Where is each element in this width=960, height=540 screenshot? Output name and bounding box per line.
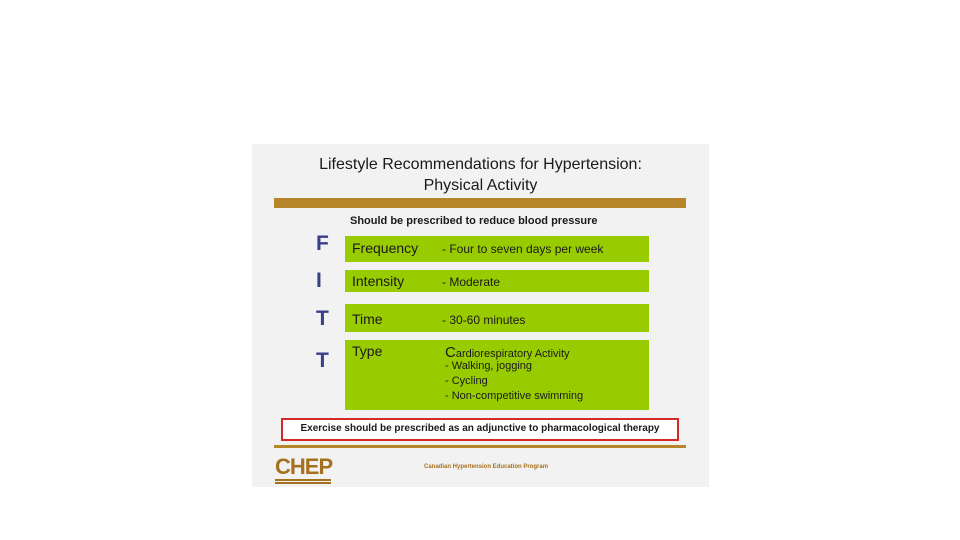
row-label: Intensity [352, 273, 405, 289]
type-item: - Non-competitive swimming [445, 390, 584, 402]
fitt-row-time [345, 304, 649, 332]
title-divider-bar [274, 198, 686, 208]
logo-underline [275, 482, 331, 484]
type-heading-initial: C [445, 344, 456, 361]
row-value: - Moderate [442, 275, 501, 289]
note-box [281, 418, 679, 441]
fitt-letter-t-time: T [316, 307, 329, 330]
slide-title-line1: Lifestyle Recommendations for Hypertension: [319, 156, 642, 173]
type-heading [445, 344, 570, 361]
type-item: - Cycling [445, 375, 488, 387]
note-text: Exercise should be prescribed as an adjunctive to pharmacological therapy [300, 423, 660, 434]
logo-underline [275, 479, 331, 481]
row-value: - 30-60 minutes [442, 313, 526, 327]
row-label: Time [352, 311, 383, 327]
slide-subtitle: Should be prescribed to reduce blood pressure [350, 215, 598, 227]
slide-image [252, 144, 709, 487]
type-item: - Walking, jogging [445, 360, 533, 372]
fitt-letter-i: I [316, 269, 322, 292]
fitt-row-intensity [345, 270, 649, 292]
row-label: Type [352, 343, 383, 359]
row-value: - Four to seven days per week [442, 242, 604, 256]
fitt-row-type [345, 340, 649, 410]
fitt-letter-t-type: T [316, 349, 329, 372]
footer-divider [274, 445, 686, 448]
slide-title-line2: Physical Activity [423, 177, 538, 194]
type-heading-rest: ardiorespiratory Activity [455, 348, 570, 360]
fitt-letter-f: F [316, 232, 329, 255]
fitt-row-frequency [345, 236, 649, 262]
row-label: Frequency [352, 240, 419, 256]
chep-logo [275, 455, 331, 483]
footer-org-name: Canadian Hypertension Education Program [424, 464, 549, 470]
logo-text: CHEP [275, 454, 333, 479]
